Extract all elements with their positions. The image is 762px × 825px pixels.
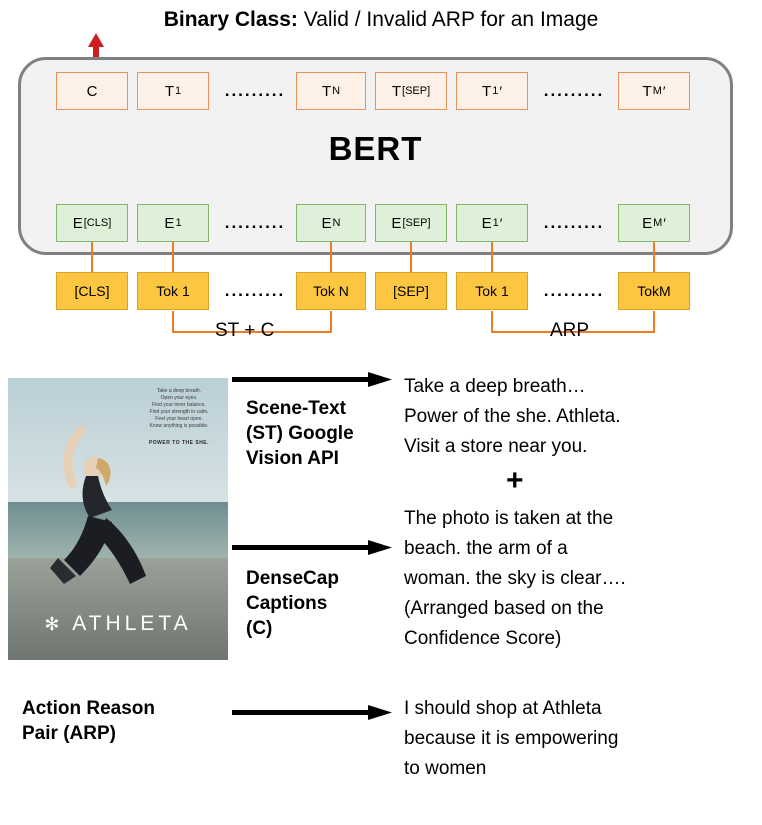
bert-label: BERT (328, 130, 423, 167)
arp-label-line-0: Action Reason (22, 698, 156, 719)
output-token-prime-5: ′ (662, 83, 666, 99)
input-token-cell-0 (56, 272, 128, 310)
ellipsis-text: ......... (543, 81, 605, 100)
poster-body-line-0: Take a deep breath. (156, 388, 202, 394)
poster-body-line-3: Find your strength in calm. (149, 409, 209, 415)
advertisement-image (8, 378, 228, 660)
ellipsis-text: ......... (543, 213, 605, 232)
embedding-sub-5: M (653, 217, 663, 229)
poster-body-line-2: Find your inner balance. (152, 402, 206, 408)
yoga-figure-icon (42, 406, 162, 616)
output-token-cell-3 (375, 72, 447, 110)
bracket-left-stem-1 (172, 311, 174, 333)
connector-line-0 (91, 242, 93, 272)
connector-line-3 (410, 242, 412, 272)
embedding-sub-3: [SEP] (402, 217, 431, 229)
connector-line-5 (653, 242, 655, 272)
scene-text-output-line-1: Power of the she. Athleta. (404, 406, 621, 427)
scene-text-arrow-icon (232, 372, 392, 388)
densecap-label-line-2: (C) (246, 618, 273, 639)
input-token-cell-3 (375, 272, 447, 310)
ellipsis-text: ......... (224, 281, 286, 300)
densecap-output-line-4: Confidence Score) (404, 628, 562, 649)
ellipsis-text: ......... (224, 213, 286, 232)
output-token-prime-4: ′ (499, 83, 502, 99)
input-token-label-4: Tok 1 (475, 283, 509, 299)
embedding-row-ellipsis-left (215, 204, 295, 242)
poster-brand-name: ATHLETA (72, 612, 192, 635)
embedding-label-2: E (321, 214, 332, 232)
embedding-label-5: E (642, 214, 653, 232)
scene-text-label-line-1: (ST) Google (246, 423, 354, 444)
input-token-label-3: [SEP] (393, 283, 429, 299)
page-title (0, 8, 762, 32)
arp-label-line-1: Pair (ARP) (22, 723, 116, 744)
input-token-cell-4 (456, 272, 528, 310)
bracket-label-right: ARP (550, 320, 590, 341)
output-token-cell-1 (137, 72, 209, 110)
ellipsis-text: ......... (543, 281, 605, 300)
embedding-row-ellipsis-right (534, 204, 614, 242)
poster-tagline: POWER TO THE SHE. (148, 440, 210, 446)
output-row-ellipsis-left (215, 72, 295, 110)
bracket-left-stem-2 (330, 311, 332, 333)
scene-text-output (404, 372, 756, 462)
output-row-ellipsis-right (534, 72, 614, 110)
connector-line-2 (330, 242, 332, 272)
ellipsis-text: ......... (224, 81, 286, 100)
embedding-label-4: E (481, 214, 492, 232)
output-token-label-0: C (86, 82, 98, 100)
embedding-cell-0 (56, 204, 128, 242)
arp-output (404, 694, 756, 784)
input-token-cell-5 (618, 272, 690, 310)
densecap-label (246, 566, 396, 641)
input-token-label-2: Tok N (313, 283, 349, 299)
densecap-label-line-0: DenseCap (246, 568, 339, 589)
arp-output-line-1: because it is empowering (404, 728, 619, 749)
scene-text-label-line-0: Scene-Text (246, 398, 346, 419)
embedding-label-1: E (164, 214, 175, 232)
embedding-sub-4: 1 (492, 217, 499, 229)
bracket-label-left: ST + C (215, 320, 275, 341)
arp-label (22, 696, 227, 746)
bracket-right-stem-1 (491, 311, 493, 333)
output-token-label-1: T (164, 82, 175, 100)
scene-text-output-line-2: Visit a store near you. (404, 436, 588, 457)
poster-body-line-4: Feel your heart open. (155, 416, 203, 422)
embedding-sub-2: N (332, 217, 341, 229)
embedding-cell-1 (137, 204, 209, 242)
output-token-cell-5 (618, 72, 690, 110)
embedding-sub-0: [CLS] (83, 217, 112, 229)
arp-output-line-2: to women (404, 758, 487, 779)
athleta-flower-icon: ✻ (44, 614, 64, 634)
output-token-sub-2: N (332, 85, 341, 97)
page-title-bold: Binary Class: (163, 8, 298, 31)
embedding-cell-4 (456, 204, 528, 242)
output-token-label-4: T (482, 82, 492, 100)
embedding-sub-1: 1 (175, 217, 182, 229)
poster-body-line-1: Open your eyes. (160, 395, 198, 401)
plus-symbol: + (506, 464, 524, 497)
arp-output-line-0: I should shop at Athleta (404, 698, 602, 719)
embedding-label-3: E (391, 214, 402, 232)
input-token-label-1: Tok 1 (156, 283, 190, 299)
bracket-right-stem-2 (653, 311, 655, 333)
densecap-output (404, 504, 756, 654)
connector-line-1 (172, 242, 174, 272)
input-token-cell-1 (137, 272, 209, 310)
output-token-label-5: T (642, 82, 652, 100)
output-token-cell-0 (56, 72, 128, 110)
input-token-label-5: TokM (637, 283, 671, 299)
poster-body-line-5: Know anything is possible. (149, 423, 209, 429)
arp-arrow-icon (232, 705, 392, 721)
scene-text-label-line-2: Vision API (246, 448, 339, 469)
poster-brand (8, 612, 228, 636)
embedding-prime-4: ′ (499, 215, 503, 231)
output-token-sub-1: 1 (175, 85, 182, 97)
input-row-ellipsis-left (215, 272, 295, 310)
densecap-arrow-icon (232, 540, 392, 556)
scene-text-label (246, 396, 396, 471)
output-token-sub-5: M (652, 85, 662, 97)
embedding-cell-5 (618, 204, 690, 242)
densecap-output-line-0: The photo is taken at the (404, 508, 614, 529)
densecap-label-line-1: Captions (246, 593, 328, 614)
embedding-prime-5: ′ (663, 215, 666, 231)
output-token-cell-4 (456, 72, 528, 110)
input-token-cell-2 (296, 272, 366, 310)
connector-line-4 (491, 242, 493, 272)
densecap-output-line-1: beach. the arm of a (404, 538, 568, 559)
embedding-cell-2 (296, 204, 366, 242)
embedding-cell-3 (375, 204, 447, 242)
output-token-sub-3: [SEP] (402, 85, 431, 97)
output-token-cell-2 (296, 72, 366, 110)
scene-text-output-line-0: Take a deep breath… (404, 376, 586, 397)
poster-body-text (136, 388, 222, 430)
input-token-label-0: [CLS] (74, 283, 110, 299)
embedding-label-0: E (72, 214, 83, 232)
densecap-output-line-3: (Arranged based on the (404, 598, 604, 619)
input-row-ellipsis-right (534, 272, 614, 310)
output-token-label-2: T (321, 82, 332, 100)
output-token-label-3: T (391, 82, 402, 100)
page-title-rest: Valid / Invalid ARP for an Image (297, 8, 599, 31)
output-token-sub-4: 1 (492, 85, 499, 97)
densecap-output-line-2: woman. the sky is clear…. (404, 568, 626, 589)
